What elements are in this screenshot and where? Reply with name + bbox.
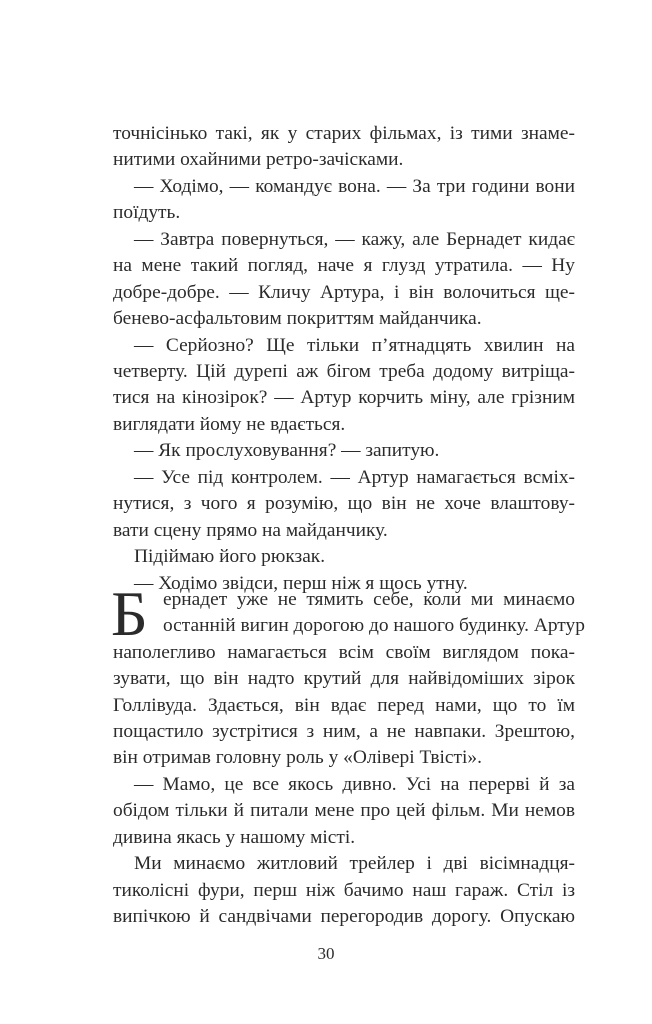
text-line: четверту. Цій дурепі аж бігом треба додому витріща- <box>113 361 575 382</box>
text-line: беневo-асфальтовим покриттям майданчика. <box>113 308 482 329</box>
text-line: точнісінько такі, як у старих фільмах, із тими знаме- <box>113 123 575 144</box>
text-line: — Усе під контролем. — Артур намагається всміх- <box>134 467 575 488</box>
text-line: він отримав головну роль у «Олівері Твісті». <box>113 747 482 768</box>
text-line: — Як прослуховування? — запитую. <box>134 440 440 461</box>
text-line: дивина якась у нашому місті. <box>113 827 356 848</box>
text-line: — Мамо, це все якось дивно. Усі на перерві й за <box>134 774 575 795</box>
text-line: — Серйозно? Ще тільки п’ятнадцять хвилин на <box>134 335 575 356</box>
text-line: Голлівуда. Здається, він вдає перед нами, що то їм <box>113 695 575 716</box>
text-line: на мене такий погляд, наче я глузд утратила. — Ну <box>113 255 575 276</box>
page-number: 30 <box>317 944 335 963</box>
text-line: випічкою й сандвічами перегородив дорогу. Опускаю <box>113 906 575 927</box>
text-line: тиколісні фури, перш ніж бачимо наш гараж. Стіл із <box>113 880 575 901</box>
text-line: нитими охайними ретро-зачісками. <box>113 149 404 170</box>
text-line: Підіймаю його рюкзак. <box>134 546 326 567</box>
text-line: обідом тільки й питали мене про цей фільм. Ми немов <box>113 800 575 821</box>
text-line: — Ходімо звідси, перш ніж я щось утну. <box>134 573 468 594</box>
text-line: добре-добре. — Кличу Артура, і він волочиться ще- <box>113 282 575 303</box>
text-line: зувати, що він надто крутий для найвідоміших зірок <box>113 668 575 689</box>
drop-cap: Б <box>111 578 148 649</box>
text-line: — Завтра повернуться, — кажу, але Бернадет кидає <box>134 229 575 250</box>
text-line: нутися, з чого я розумію, що він не хоче влаштову- <box>113 493 575 514</box>
text-line: пощастило зустрітися з ним, а не навпаки. Зрештою, <box>113 721 575 742</box>
text-line: останній вигин дорогою до нашого будинку. Артур <box>163 615 585 636</box>
text-line: Ми минаємо житловий трейлер і дві вісімнадця- <box>134 853 575 874</box>
text-line: поїдуть. <box>113 202 181 223</box>
text-line: тися на кінозірок? — Артур корчить міну, але грізним <box>113 387 575 408</box>
text-line: вати сцену прямо на майданчику. <box>113 520 388 541</box>
text-line: наполегливо намагається всім своїм виглядом пока- <box>113 642 575 663</box>
text-line: ернадет уже не тямить себе, коли ми минаємо <box>163 589 575 610</box>
text-line: виглядати йому не вдається. <box>113 414 346 435</box>
text-line: — Ходімо, — командує вона. — За три години вони <box>134 176 575 197</box>
